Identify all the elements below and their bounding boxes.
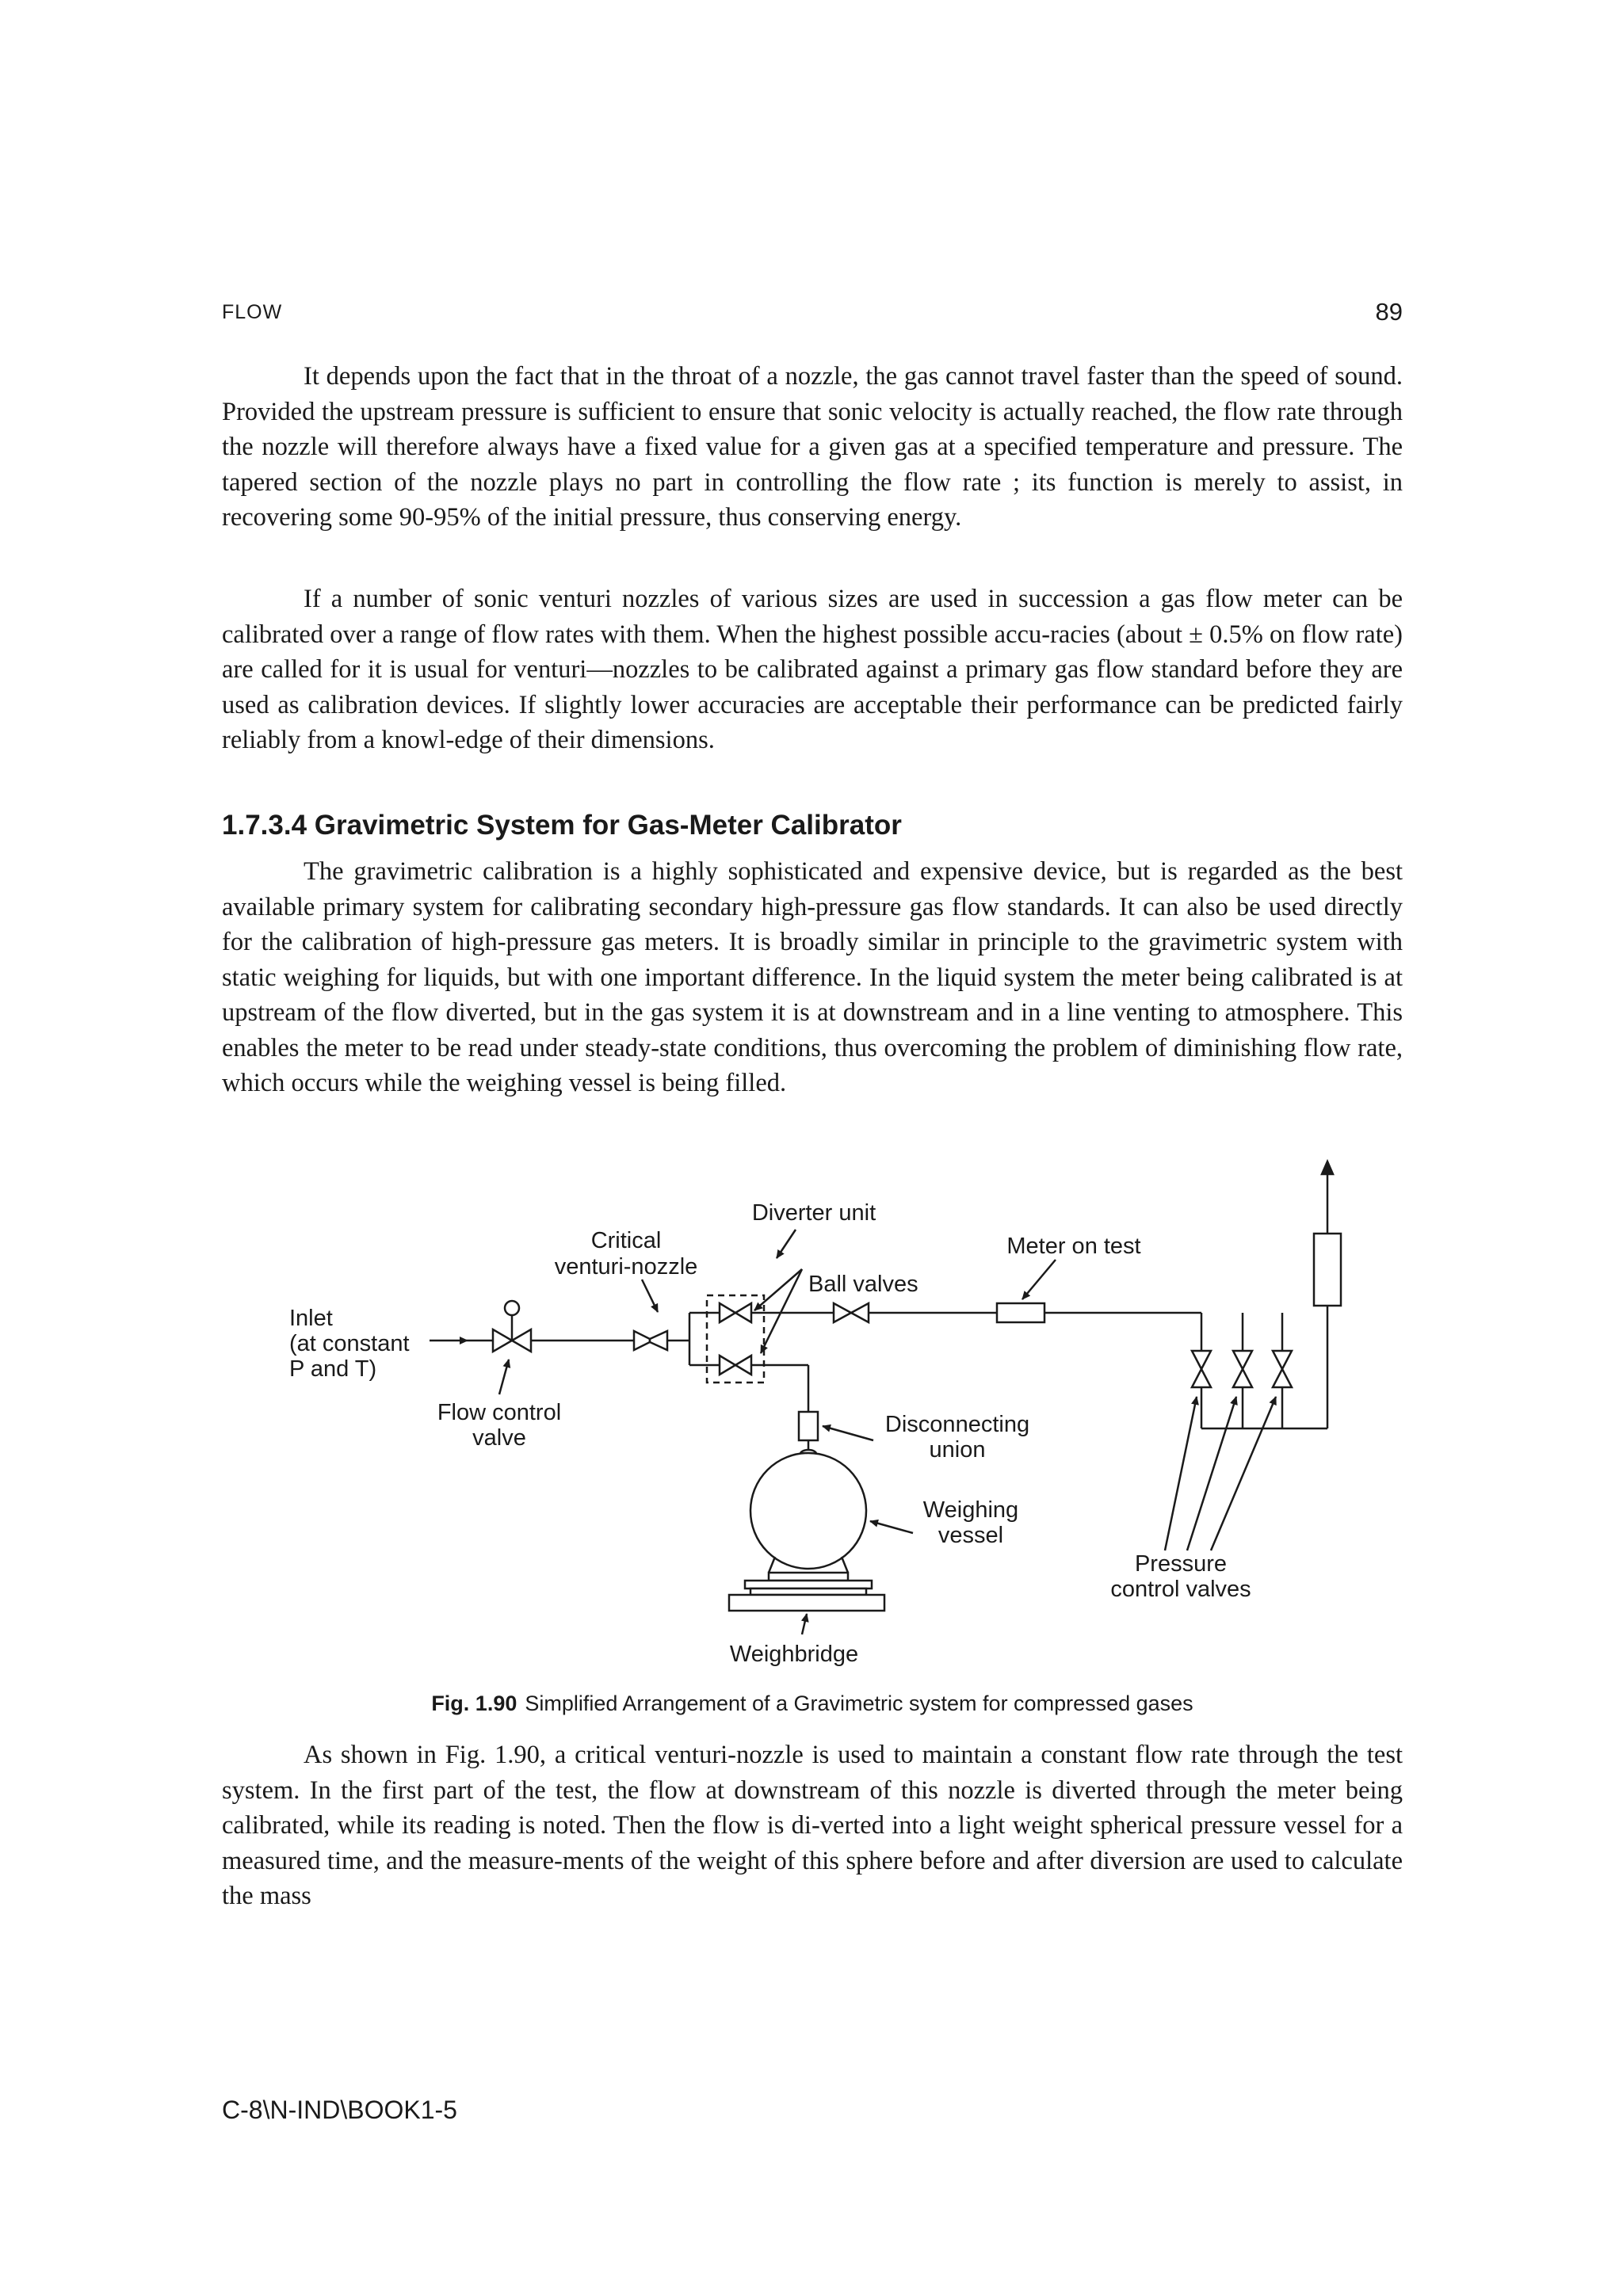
label-weighing: Weighing — [922, 1497, 1019, 1523]
paragraph-gravimetric-calibration: The gravimetric calibration is a highly sophisticated and expensive device, but is regarded as the best available primary system for calibrating secondary high-pressure gas flow standards. It can also be used directly for the calibration of high-pressure gas meters. It is broadly similar in principle to the gravimetric system with static weighing for liquids, but with one important difference. In the liquid system the meter being calibrated is at upstream of the flow diverted, but in the gas system it is at downstream and in a line venting to atmosphere. This enables the meter to be read under steady-state conditions, thus overcoming the problem of diminishing flow rate, which occurs while the weighing vessel is being filled. — [222, 857, 1403, 1097]
label-vessel: vessel — [938, 1523, 1004, 1548]
figure-gravimetric-system — [222, 1157, 1403, 1715]
paragraph-sonic-nozzle: It depends upon the fact that in the throat of a nozzle, the gas cannot travel faster than the speed of sound. Provided the upstream pressure is sufficient to ensure that sonic velocity is actually reached, the flow rate through the nozzle will therefore always have a fixed value for a given gas at a specified temperature and pressure. The tapered section of the nozzle plays no part in controlling the flow rate ; its function is merely to assist, in recovering some 90-95% of the initial pressure, thus conserving energy. — [222, 362, 1403, 532]
label-control-valves: control valves — [1110, 1577, 1251, 1602]
page-footer: C-8\N-IND\BOOK1-5 — [222, 2096, 457, 2124]
section-name: FLOW — [222, 301, 283, 323]
label-weighbridge: Weighbridge — [729, 1642, 859, 1667]
section-heading: 1.7.3.4 Gravimetric System for Gas-Meter Calibrator — [222, 810, 902, 841]
label-inlet-pt: P and T) — [289, 1356, 377, 1382]
label-meter-on-test: Meter on test — [1006, 1234, 1141, 1259]
label-flow-control-valve-2: valve — [472, 1425, 526, 1451]
page-number: 89 — [1375, 298, 1403, 326]
label-disconnecting: Disconnecting — [884, 1412, 1030, 1437]
paragraph-test-procedure: As shown in Fig. 1.90, a critical venturi-nozzle is used to maintain a constant flow rate through the test system. In the first part of the test, the flow at downstream of this nozzle is diverted through the meter being calibrated, while its reading is noted. Then the flow is di-verted into a light weight spherical pressure vessel for a measured time, and the measure-ments of the weight of this sphere before and after diversion are used to calculate the mass — [222, 1741, 1403, 1910]
label-ball-valves: Ball valves — [808, 1272, 918, 1297]
figure-number: Fig. 1.90 — [431, 1691, 517, 1715]
label-union: union — [929, 1437, 986, 1463]
running-header — [222, 298, 1403, 330]
label-venturi-nozzle: venturi-nozzle — [554, 1254, 698, 1280]
label-critical: Critical — [590, 1228, 662, 1253]
label-diverter-unit: Diverter unit — [751, 1200, 876, 1226]
paragraph-venturi-calibration: If a number of sonic venturi nozzles of various sizes are used in succession a gas flow meter can be calibrated over a range of flow rates with them. When the highest possible accu-racies (about ± 0.5% on flow rate) are called for it is usual for venturi—nozzles to be calibrated against a primary gas flow standard before they are used as calibration devices. If slightly lower accuracies are acceptable their performance can be predicted fairly reliably from a knowl-edge of their dimensions. — [222, 585, 1403, 754]
figure-caption — [222, 1691, 1403, 1716]
label-inlet: Inlet — [289, 1306, 333, 1331]
label-pressure: Pressure — [1134, 1551, 1228, 1577]
schematic-diagram — [222, 1157, 1403, 1688]
label-inlet-condition: (at constant — [289, 1331, 410, 1356]
figure-caption-text: Simplified Arrangement of a Gravimetric system for compressed gases — [525, 1691, 1193, 1715]
label-flow-control-valve: Flow control — [437, 1400, 562, 1425]
